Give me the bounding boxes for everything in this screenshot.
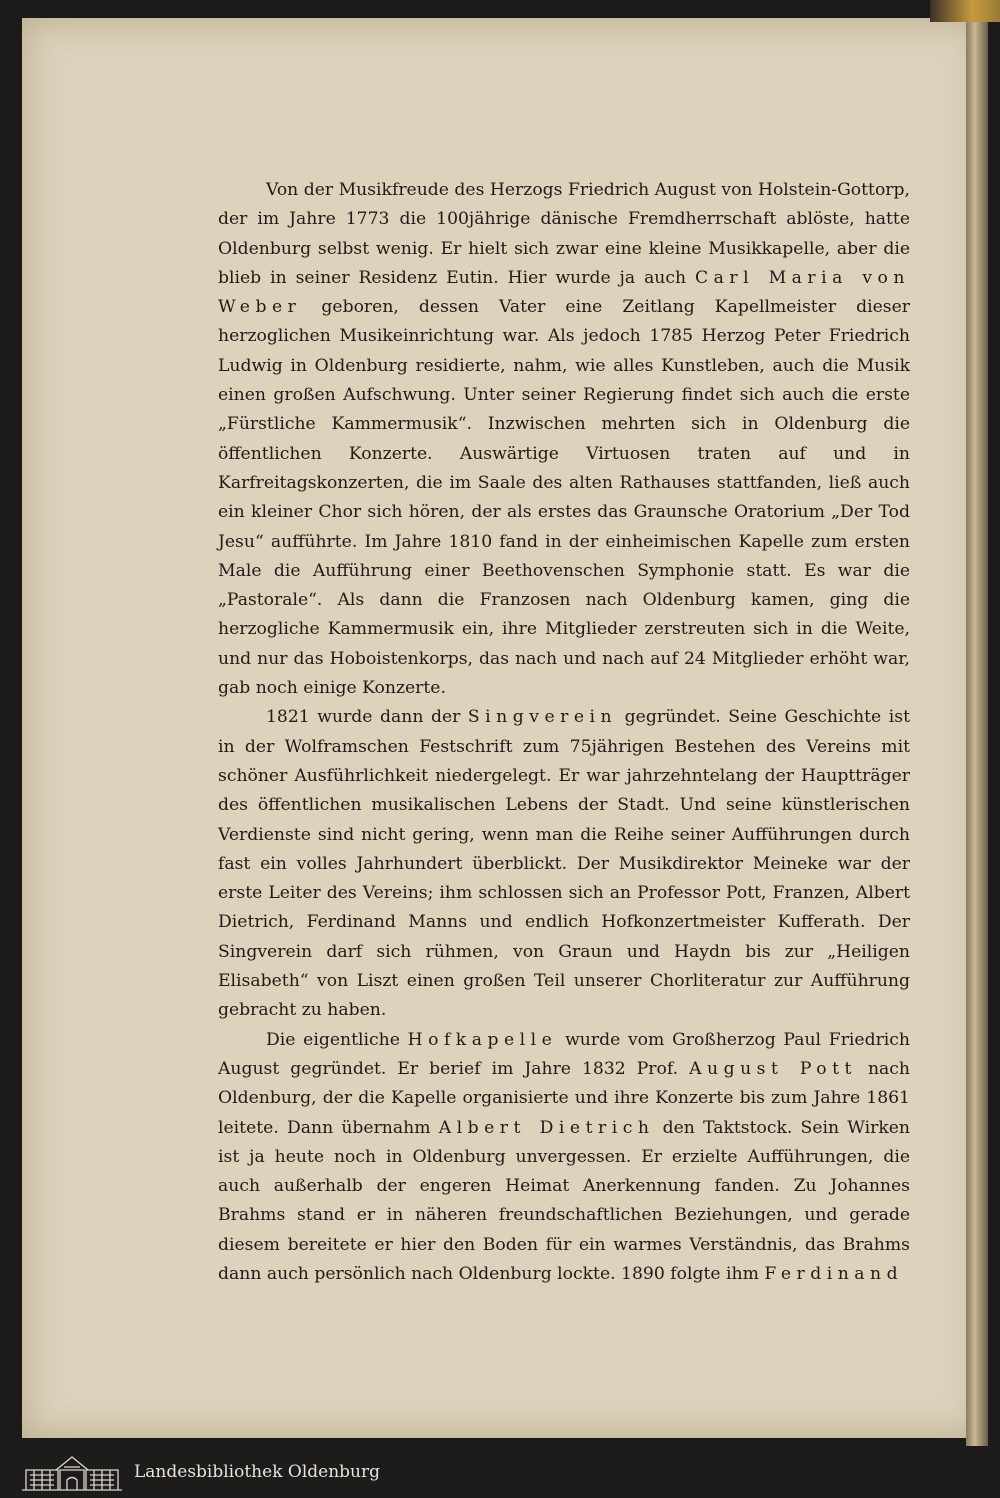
- emphasis-name: Hofkapelle: [407, 1029, 558, 1050]
- emphasis-name: August Pott: [689, 1058, 857, 1079]
- emphasis-name: Carl Maria von Weber: [218, 267, 910, 318]
- paragraph-2: 1821 wurde dann der Singverein gegründet. Seine Geschichte ist in der Wolframschen Festschrift zum 75jährigen Bestehen des Vereins mit schöner Ausführlichkeit niedergelegt. Er war jahrzehntelang der Hauptträger des öffentlichen musikalischen Lebens der Stadt. Und seine künstlerischen Verdienste sind nicht gering, wenn man die Reihe seiner Aufführungen durch fast ein volles Jahrhundert überblickt. Der Musikdirektor Meineke war der erste Leiter des Vereins; ihm schlossen sich an Professor Pott, Franzen, Albert Dietrich, Ferdinand Manns und endlich Hofkonzertmeister Kufferath. Der Singverein darf sich rühmen, von Graun und Haydn bis zur „Heiligen Elisabeth“ von Liszt einen großen Teil unserer Chorliteratur zur Aufführung gebracht zu haben.: [218, 707, 911, 1021]
- paragraph-1: Von der Musikfreude des Herzogs Friedrich August von Holstein-Gottorp, der im Jahre 1773 die 100jährige dänische Fremdherrschaft ablöste, hatte Oldenburg selbst wenig. Er hielt sich zwar eine kleine Musikkapelle, aber die blieb in seiner Residenz Eutin. Hier wurde ja auch Carl Maria von Weber geboren, dessen Vater eine Zeitlang Kapellmeister dieser herzoglichen Musikeinrichtung war. Als jedoch 1785 Herzog Peter Friedrich Ludwig in Oldenburg residierte, nahm, wie alles Kunstleben, auch die Musik einen großen Aufschwung. Unter seiner Regierung findet sich auch die erste „Fürstliche Kammermusik“. Inzwischen mehrten sich in Oldenburg die öffentlichen Konzerte. Auswärtige Virtuosen traten auf und in Karfreitagskonzerten, die im Saale des alten Rathauses stattfanden, ließ auch ein kleiner Chor sich hören, der als erstes das Graunsche Oratorium „Der Tod Jesu“ aufführte. Im Jahre 1810 fand in der einheimischen Kapelle zum ersten Male die Aufführung einer Beethovenschen Symphonie statt. Es war die „Pastorale“. Als dann die Franzosen nach Oldenburg kamen, ging die herzogliche Kammermusik ein, ihre Mitglieder zerstreuten sich in die Weite, und nur das Hoboistenkorps, das nach und nach auf 24 Mitglieder erhöht war, gab noch einige Konzerte.: [218, 180, 910, 699]
- paragraph-3: Die eigentliche Hofkapelle wurde vom Großherzog Paul Friedrich August gegründet. Er berief im Jahre 1832 Prof. August Pott nach Oldenburg, der die Kapelle organisierte und ihre Konzerte bis zum Jahre 1861 leitete. Dann übernahm Albert Dietrich den Taktstock. Sein Wirken ist ja heute noch in Oldenburg unvergessen. Er erzielte Aufführungen, die auch außerhalb der engeren Heimat Anerkennung fanden. Zu Johannes Brahms stand er in näheren freundschaftlichen Beziehungen, und gerade diesem bereitete er hier den Boden für ein warmes Verständnis, das Brahms dann auch persönlich nach Oldenburg lockte. 1890 folgte ihm Ferdinand: [218, 1029, 910, 1284]
- book-page: [22, 18, 984, 1438]
- emphasis-name: Singverein: [467, 707, 618, 728]
- page-edge: [966, 0, 988, 1446]
- library-name[interactable]: Landesbibliothek Oldenburg: [134, 1462, 381, 1482]
- emphasis-name: Albert Dietrich: [438, 1117, 655, 1138]
- footer-bar: [0, 1446, 1000, 1498]
- page-corner: [930, 0, 1000, 22]
- library-building-icon: [20, 1454, 124, 1492]
- emphasis-name: Ferdinand: [764, 1263, 904, 1284]
- page-text: [218, 176, 910, 1289]
